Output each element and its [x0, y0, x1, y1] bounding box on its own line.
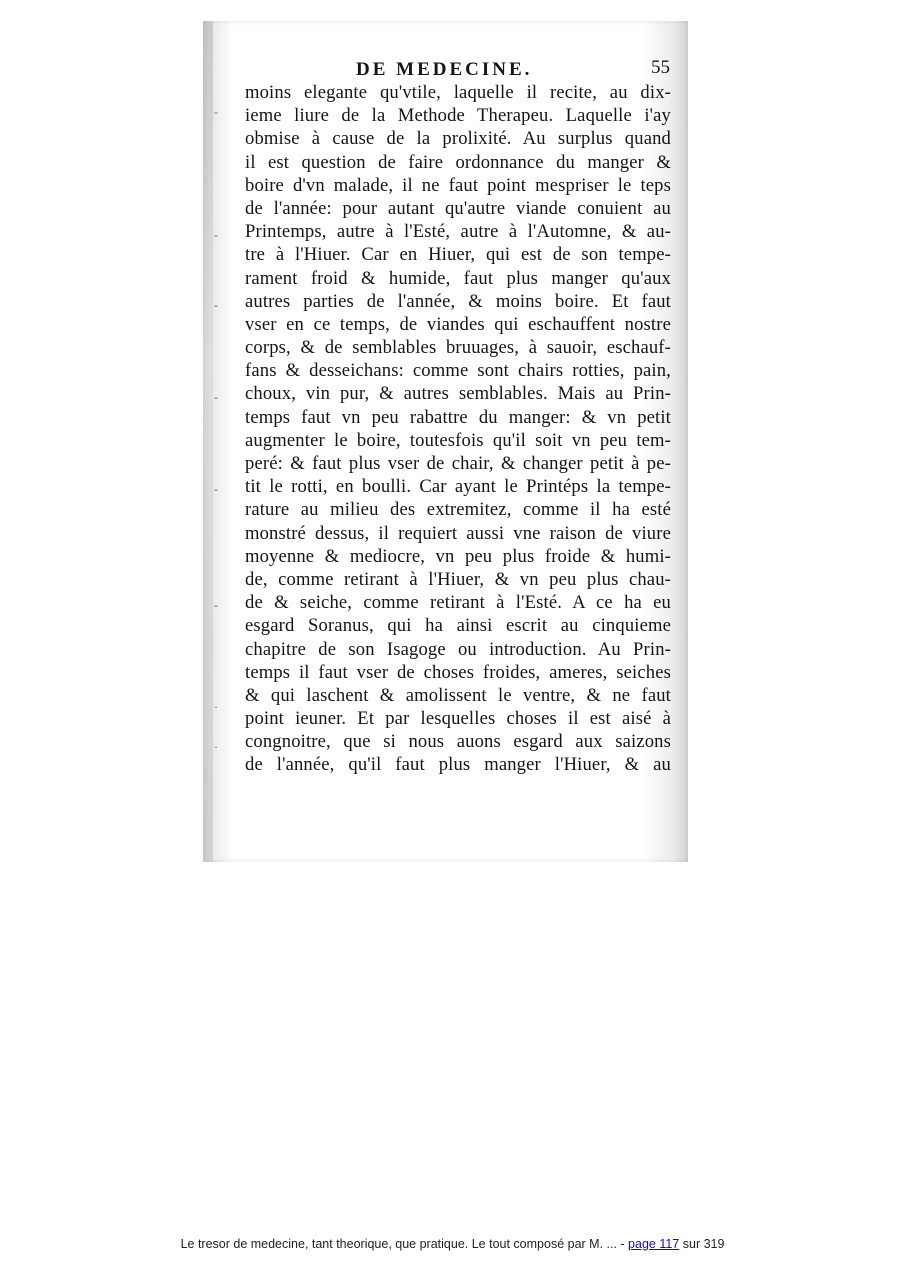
- margin-dot-mark: ·: [214, 700, 218, 714]
- margin-dash-mark: -: [214, 105, 218, 119]
- text-line: choux, vin pur, & autres semblables. Mais au Prin-: [245, 383, 671, 405]
- text-line: moyenne & mediocre, vn peu plus froide & humi-: [245, 545, 671, 567]
- margin-dot-mark: ·: [214, 740, 218, 754]
- text-line: augmenter le boire, toutesfois qu'il soit vn peu tem-: [245, 429, 671, 451]
- text-line: corps, & de semblables bruuages, à sauoir, eschauf-: [245, 337, 671, 359]
- text-line: obmise à cause de la prolixité. Au surplus quand: [245, 128, 671, 150]
- text-line: ieme liure de la Methode Therapeu. Laquelle i'ay: [245, 105, 671, 127]
- text-line: point ieuner. Et par lesquelles choses il est aisé à: [245, 708, 671, 730]
- text-line: congnoitre, que si nous auons esgard aux saizons: [245, 731, 671, 753]
- margin-dash-mark: -: [214, 598, 218, 612]
- page-footer: [0, 1237, 905, 1251]
- text-line: monstré dessus, il requiert aussi vne raison de viure: [245, 522, 671, 544]
- text-line: Printemps, autre à l'Esté, autre à l'Automne, & au-: [245, 221, 671, 243]
- text-line: autres parties de l'année, & moins boire. Et faut: [245, 290, 671, 312]
- text-line: rament froid & humide, faut plus manger qu'aux: [245, 267, 671, 289]
- margin-dash-mark: -: [214, 228, 218, 242]
- text-line: boire d'vn malade, il ne faut point mespriser le teps: [245, 174, 671, 196]
- text-line: rature au milieu des extremitez, comme il ha esté: [245, 499, 671, 521]
- text-line: de l'année, qu'il faut plus manger l'Hiuer, & au: [245, 754, 671, 776]
- page-number: 55: [651, 57, 670, 78]
- margin-dash-mark: -: [214, 390, 218, 404]
- text-line: tit le rotti, en boulli. Car ayant le Printéps la tempe-: [245, 476, 671, 498]
- text-line: tre à l'Hiuer. Car en Hiuer, qui est de son tempe-: [245, 244, 671, 266]
- text-line: chapitre de son Isagoge ou introduction. Au Prin-: [245, 638, 671, 660]
- footer-title: Le tresor de medecine, tant theorique, que pratique. Le tout composé par M. ... -: [180, 1237, 629, 1251]
- text-line: temps il faut vser de choses froides, ameres, seiches: [245, 661, 671, 683]
- text-line: il est question de faire ordonnance du manger &: [245, 151, 671, 173]
- text-line: vser en ce temps, de viandes qui eschauffent nostre: [245, 313, 671, 335]
- text-line: moins elegante qu'vtile, laquelle il recite, au dix-: [245, 82, 671, 103]
- margin-dash-mark: -: [214, 298, 218, 312]
- text-line: fans & desseichans: comme sont chairs rotties, pain,: [245, 360, 671, 382]
- text-line: peré: & faut plus vser de chair, & changer petit à pe-: [245, 453, 671, 474]
- page-link[interactable]: page 117: [628, 1237, 680, 1251]
- scanned-page: [203, 21, 688, 862]
- body-text: [245, 81, 671, 777]
- margin-dash-mark: -: [214, 482, 218, 496]
- text-line: de, comme retirant à l'Hiuer, & vn peu plus chau-: [245, 568, 671, 590]
- text-line: de & seiche, comme retirant à l'Esté. A ce ha eu: [245, 592, 671, 614]
- text-line: temps faut vn peu rabattre du manger: & vn petit: [245, 406, 671, 428]
- text-line: esgard Soranus, qui ha ainsi escrit au cinquieme: [245, 615, 671, 637]
- page-header: [243, 59, 670, 83]
- text-line: & qui laschent & amolissent le ventre, & ne faut: [245, 684, 671, 706]
- text-line: de l'année: pour autant qu'autre viande conuient au: [245, 197, 671, 219]
- running-head: DE MEDECINE.: [356, 59, 533, 80]
- footer-page-count: sur 319: [679, 1237, 725, 1251]
